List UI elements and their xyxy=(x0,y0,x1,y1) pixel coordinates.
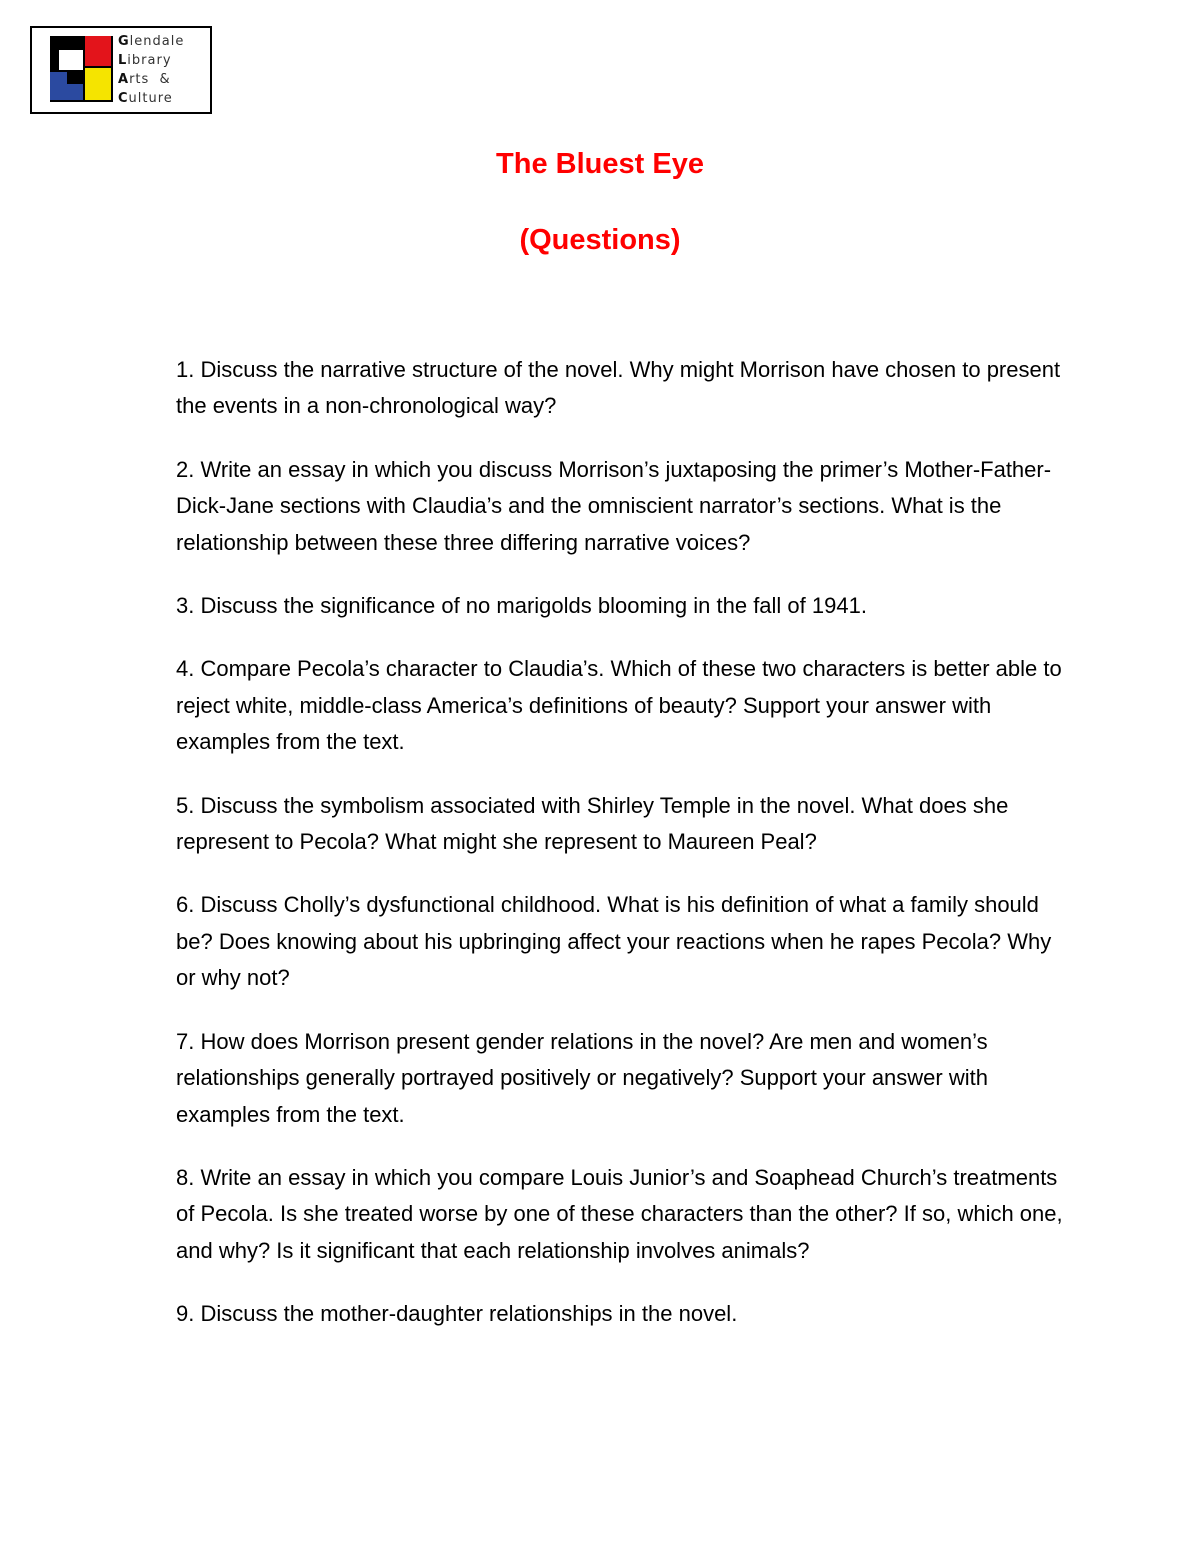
logo-line: Library xyxy=(118,53,172,68)
document-subtitle: (Questions) xyxy=(519,224,681,256)
question-item: 9. Discuss the mother-daughter relationships in the novel. xyxy=(176,1301,738,1327)
logo-text xyxy=(118,32,210,108)
library-logo xyxy=(30,26,212,114)
logo-line: Glendale xyxy=(118,34,185,49)
question-item: 8. Write an essay in which you compare Louis Junior’s and Soaphead Church’s treatments of Pecola. Is she treated worse by one of these characters than the other? If so, which one, and why? Is it significant that each relationship involves animals? xyxy=(176,1164,1063,1263)
question-item: 2. Write an essay in which you discuss Morrison’s juxtaposing the primer’s Mother-Father-Dick-Jane sections with Claudia’s and the omniscient narrator’s sections. What is the relationship between these three differing narrative voices? xyxy=(176,456,1052,555)
logo-yellow-block xyxy=(85,68,111,100)
logo-blue-block xyxy=(50,70,67,100)
question-list xyxy=(176,352,1076,1360)
question-item: 7. How does Morrison present gender relations in the novel? Are men and women’s relationships generally portrayed positively or negatively? Support your answer with examples from the text. xyxy=(176,1028,988,1127)
document-title: The Bluest Eye xyxy=(496,148,704,180)
logo-red-block xyxy=(85,36,111,66)
document-heading xyxy=(0,140,1200,292)
question-item: 4. Compare Pecola’s character to Claudia’s. Which of these two characters is better able to reject white, middle-class America’s definitions of beauty? Support your answer with examples from the text. xyxy=(176,656,1062,755)
question-item: 1. Discuss the narrative structure of the novel. Why might Morrison have chosen to present the events in a non-chronological way? xyxy=(176,357,1061,419)
question-item: 3. Discuss the significance of no marigolds blooming in the fall of 1941. xyxy=(176,593,867,619)
logo-line: Arts & xyxy=(118,72,171,87)
question-item: 5. Discuss the symbolism associated with Shirley Temple in the novel. What does she represent to Pecola? What might she represent to Maureen Peal? xyxy=(176,792,1009,855)
question-item: 6. Discuss Cholly’s dysfunctional childhood. What is his definition of what a family should be? Does knowing about his upbringing affect your reactions when he rapes Pecola? Why or why not? xyxy=(176,892,1052,991)
logo-line: Culture xyxy=(118,91,173,106)
